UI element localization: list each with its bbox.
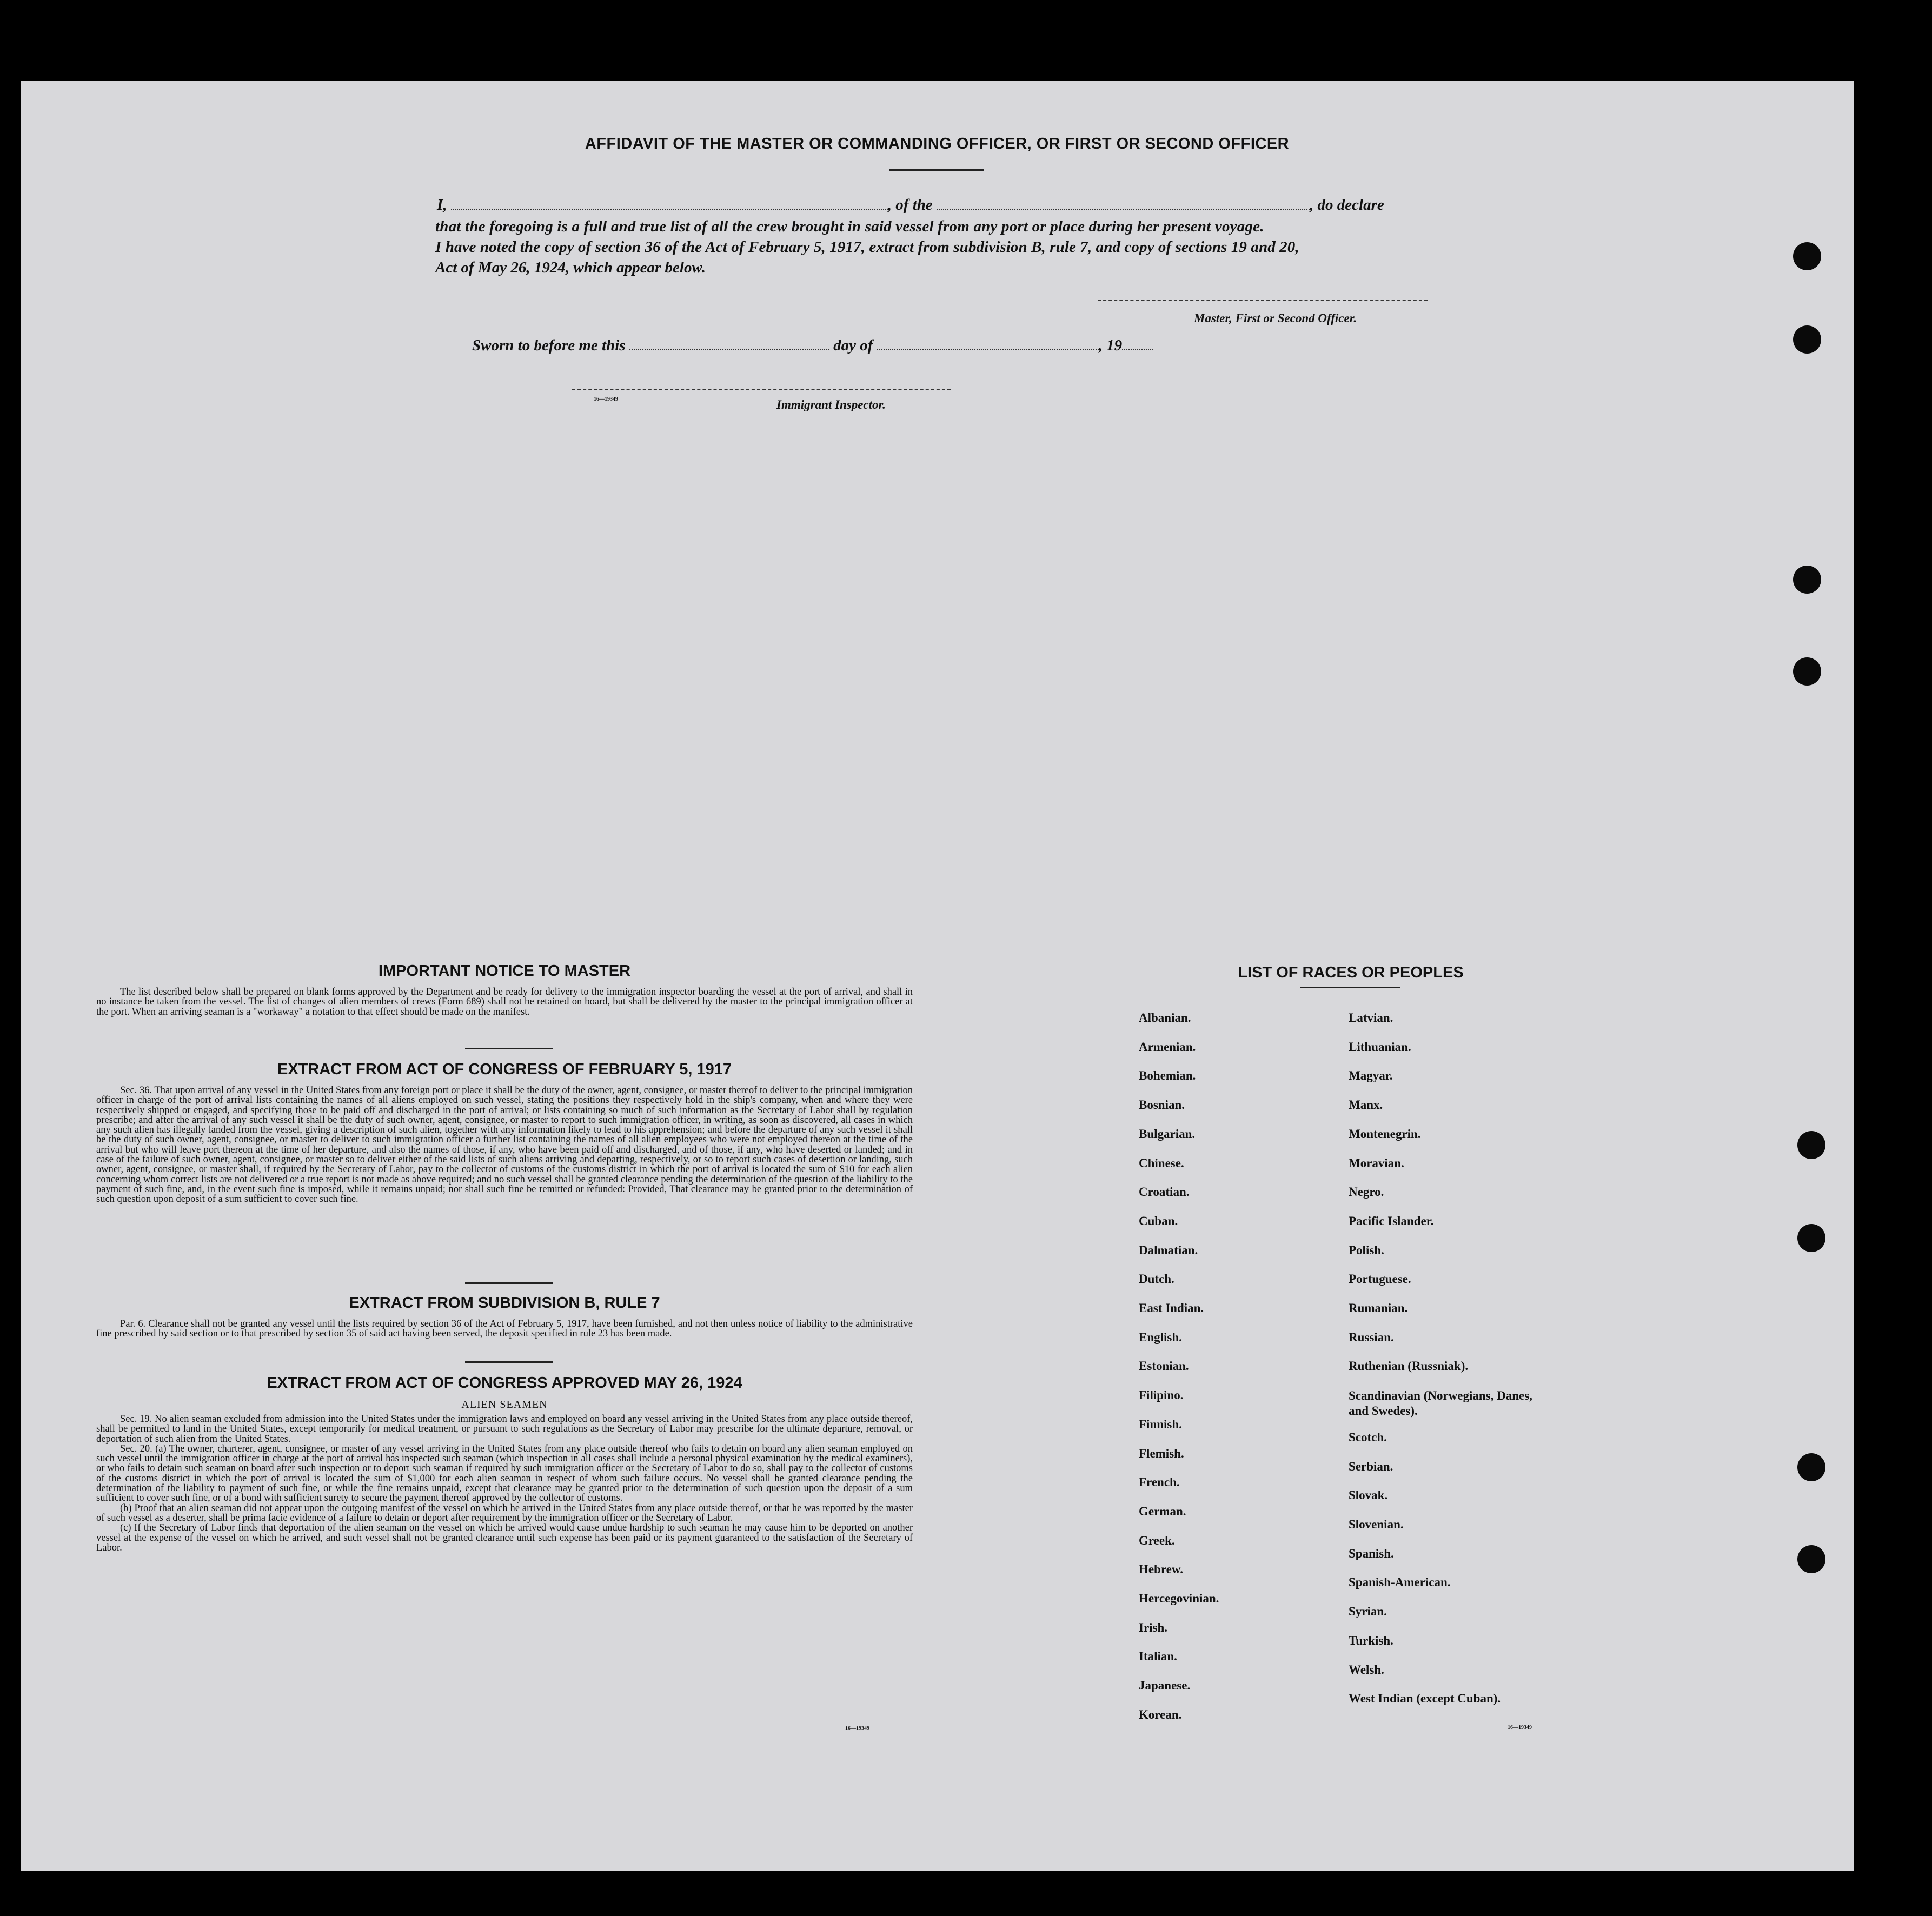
extract-1924-title: EXTRACT FROM ACT OF CONGRESS APPROVED MAY 26, 1924 <box>267 1374 742 1392</box>
race-item: Albanian. <box>1139 1011 1191 1024</box>
affidavit-title: AFFIDAVIT OF THE MASTER OR COMMANDING OFFICER, OR FIRST OR SECOND OFFICER <box>585 135 1290 152</box>
race-item: Manx. <box>1349 1098 1383 1112</box>
races-title: LIST OF RACES OR PEOPLES <box>1238 964 1464 981</box>
race-item: Slovenian. <box>1349 1518 1404 1531</box>
affidavit-i: I, <box>437 196 447 214</box>
sec-36-paragraph: Sec. 36. That upon arrival of any vessel in the United States from any foreign port or place it shall be the duty of the owner, agent, consignee, or master thereof to deliver to the principal immigration officer in charge of the port of arrival lists containing the names of all aliens employed on such vessel, stating the positions they respectively hold in the ship's company, when and where they were respectively shipped or engaged, and specifying those to be paid off and discharged in the port of arrival; or lists containing so much of such information as the Secretary of Labor shall by regulation prescribe; and after the arrival of any such vessel it shall be the duty of such owner, agent, consignee, or master to report to such immigration officer, in writing, as soon as discovered, all cases in which any such alien has illegally landed from the vessel, giving a description of such alien, together with any information likely to lead to his apprehension; and before the departure of any such vessel it shall be the duty of such owner, agent, consignee, or master to deliver to such immigration officer a further list containing the names of all alien employees who were not employed thereon at the time of the arrival but who will leave port thereon at the time of her departure, and also the names of those, if any, who have been paid off and discharged, and of those, if any, who have deserted or landed; and in case of the failure of such owner, agent, consignee, or master so to deliver either of the said lists of such aliens arriving and departing, respectively, or so to report such cases of desertion or landing, such owner, agent, consignee, or master shall, if required by the Secretary of Labor, pay to the collector of customs of the customs district in which the port of arrival is located the sum of $10 for each alien concerning whom correct lists are not delivered or a true report is not made as above required; and no such vessel shall be granted clearance pending the determination of the question of the liability to the payment of such fine, and, in the event such fine is imposed, while it remains unpaid; nor shall such fine be remitted or refunded: Provided, That clearance may be granted prior to the determination of such question upon deposit of a sum sufficient to cover such fine. <box>96 1085 913 1205</box>
extract-rule7-title: EXTRACT FROM SUBDIVISION B, RULE 7 <box>349 1294 660 1312</box>
race-item: Bohemian. <box>1139 1069 1196 1082</box>
races-title-underline <box>1300 987 1400 988</box>
race-item: Bosnian. <box>1139 1098 1185 1112</box>
vessel-field[interactable] <box>937 197 1310 210</box>
race-item: Serbian. <box>1349 1460 1393 1473</box>
sworn-day-field[interactable] <box>629 337 829 350</box>
master-signature-label: Master, First or Second Officer. <box>1194 311 1357 325</box>
notice-paragraph: The list described below shall be prepared on blank forms approved by the Department and be ready for delivery to the immigration inspector boarding the vessel at the port of arrival, and shall in no instance be taken from the vessel. The list of changes of alien members of crews (Form 689) shall not be retained on board, but shall be delivered by the master to the principal immigration officer at the port. When an arriving seaman is a "workaway" a notation to that effect should be made on the manifest. <box>96 987 913 1017</box>
punch-hole <box>1797 1131 1825 1159</box>
race-item: Welsh. <box>1349 1663 1384 1676</box>
race-item: Russian. <box>1349 1330 1394 1344</box>
race-item: Turkish. <box>1349 1634 1393 1647</box>
race-item: French. <box>1139 1475 1180 1489</box>
race-item: East Indian. <box>1139 1301 1204 1315</box>
race-item: Irish. <box>1139 1621 1168 1634</box>
day-of-text: day of <box>833 337 873 354</box>
affidavit-of-the: , of the <box>887 196 933 214</box>
sec-20c-paragraph: (c) If the Secretary of Labor finds that deportation of the alien seaman on the vessel on which he arrived would cause undue hardship to such seaman he may cause him to be deported on another vessel at the expense of the vessel on which he arrived, and such vessel shall not be granted clearance until such expense has been paid or its payment guaranteed to the satisfaction of the Secretary of Labor. <box>96 1522 913 1553</box>
race-item: Lithuanian. <box>1349 1040 1411 1054</box>
inspector-label: Immigrant Inspector. <box>776 398 886 411</box>
race-item: Flemish. <box>1139 1447 1184 1460</box>
race-item: Dalmatian. <box>1139 1243 1198 1257</box>
notice-title: IMPORTANT NOTICE TO MASTER <box>378 962 631 980</box>
extract-rule7-text <box>96 1319 913 1339</box>
race-item: Croatian. <box>1139 1185 1190 1199</box>
punch-hole <box>1793 566 1821 594</box>
affidavit-line-2: that the foregoing is a full and true list of all the crew brought in said vessel from any port or place during her present voyage. <box>435 218 1264 235</box>
race-item: Cuban. <box>1139 1214 1178 1228</box>
sworn-line <box>472 335 1229 356</box>
race-item: Spanish-American. <box>1349 1575 1451 1589</box>
punch-hole <box>1793 325 1821 354</box>
document-page <box>21 81 1854 1871</box>
extract-1924-text <box>96 1414 913 1553</box>
race-item: Finnish. <box>1139 1418 1182 1431</box>
race-item: Hercegovinian. <box>1139 1592 1219 1605</box>
form-code-top: 16—19349 <box>594 396 618 402</box>
race-item: Estonian. <box>1139 1359 1189 1373</box>
race-item: Pacific Islander. <box>1349 1214 1434 1228</box>
race-item: Chinese. <box>1139 1156 1184 1170</box>
race-item: Polish. <box>1349 1243 1384 1257</box>
affidavit-line-4: Act of May 26, 1924, which appear below. <box>435 259 706 276</box>
race-item: Spanish. <box>1349 1547 1394 1560</box>
race-item: Hebrew. <box>1139 1562 1183 1576</box>
form-code-extracts: 16—19349 <box>845 1726 869 1732</box>
sec-20b-paragraph: (b) Proof that an alien seaman did not appear upon the outgoing manifest of the vessel on which he arrived in the United States from any place outside thereof, or that he was reported by the master of such vessel as a deserter, shall be prima facie evidence of a failure to detain or deport after requirement by the immigration officer or the Secretary of Labor. <box>96 1502 913 1524</box>
par-6-paragraph: Par. 6. Clearance shall not be granted any vessel until the lists required by section 36 of the Act of February 5, 1917, have been furnished, and not then unless notice of liability to the administrative fine prescribed by said section or to that prescribed by section 35 of said act having been served, the deposit specified in rule 23 has been made. <box>96 1319 913 1340</box>
extract-1917-title: EXTRACT FROM ACT OF CONGRESS OF FEBRUARY 5, 1917 <box>277 1061 732 1078</box>
race-item: Scotch. <box>1349 1431 1387 1444</box>
divider <box>465 1361 553 1363</box>
race-item: English. <box>1139 1330 1182 1344</box>
race-item: Negro. <box>1349 1185 1384 1199</box>
punch-hole <box>1797 1453 1825 1481</box>
master-signature-field[interactable] <box>1098 300 1428 301</box>
race-item: Portuguese. <box>1349 1272 1411 1286</box>
race-item: Slovak. <box>1349 1488 1388 1502</box>
affidavit-do-declare: , do declare <box>1310 196 1384 214</box>
sworn-year-field[interactable] <box>1122 337 1153 350</box>
punch-hole <box>1793 242 1821 270</box>
notice-text <box>96 987 913 1017</box>
race-item: Scandinavian (Norwegians, Danes, and Swedes). <box>1349 1389 1532 1418</box>
inspector-signature-field[interactable] <box>572 389 951 390</box>
punch-hole <box>1797 1545 1825 1573</box>
race-item: Syrian. <box>1349 1605 1387 1618</box>
race-item: Latvian. <box>1349 1011 1393 1024</box>
race-item: West Indian (except Cuban). <box>1349 1692 1501 1705</box>
race-item: Japanese. <box>1139 1679 1191 1692</box>
race-item: Filipino. <box>1139 1388 1184 1402</box>
race-item: Rumanian. <box>1349 1301 1408 1315</box>
race-item: Magyar. <box>1349 1069 1393 1082</box>
race-item: Moravian. <box>1349 1156 1404 1170</box>
sworn-month-field[interactable] <box>877 337 1099 350</box>
race-item: Montenegrin. <box>1349 1127 1421 1141</box>
divider <box>465 1282 553 1284</box>
race-item: German. <box>1139 1505 1186 1518</box>
race-item: Greek. <box>1139 1534 1175 1547</box>
race-item: Italian. <box>1139 1649 1177 1663</box>
divider <box>465 1048 553 1049</box>
race-item: Dutch. <box>1139 1272 1174 1286</box>
alien-seamen-subtitle: ALIEN SEAMEN <box>461 1399 548 1411</box>
extract-1917-text <box>96 1086 913 1205</box>
sworn-to-text: Sworn to before me this <box>472 337 626 354</box>
affidavit-line-1 <box>437 195 1470 215</box>
sec-20a-paragraph: Sec. 20. (a) The owner, charterer, agent, consignee, or master of any vessel arriving in the United States from any place outside thereof who fails to detain on board any alien seaman employed on such vessel until the immigration officer in charge at the port of arrival has inspected such seaman (which inspection in all cases shall include a personal physical examination by the medical examiners), or who fails to detain such seaman on board after such inspection or to deport such seaman if required by such immigration officer or the Secretary of Labor to do so, shall pay to the collector of customs of the customs district in which the port of arrival is located the sum of $1,000 for each alien seaman in respect of whom such failure occurs. No vessel shall be granted clearance pending the determination of the liability to payment of such fine, or while the fine remains unpaid, except that clearance may be granted prior to the determination of such question upon the deposit of a sum sufficient to cover such fine, or of a bond with sufficient surety to secure the payment thereof approved by the collector of customs. <box>96 1443 913 1504</box>
form-code-races: 16—19349 <box>1508 1725 1532 1731</box>
title-underline <box>889 169 984 171</box>
affidavit-line-3: I have noted the copy of section 36 of the Act of February 5, 1917, extract from subdivision B, rule 7, and copy of sections 19 and 20, <box>435 238 1299 256</box>
race-item: Bulgarian. <box>1139 1127 1196 1141</box>
year-prefix: , 19 <box>1098 337 1123 354</box>
punch-hole <box>1797 1224 1825 1252</box>
race-item: Armenian. <box>1139 1040 1196 1054</box>
punch-hole <box>1793 657 1821 686</box>
declarant-name-field[interactable] <box>451 197 888 210</box>
race-item: Ruthenian (Russniak). <box>1349 1359 1469 1373</box>
race-item: Korean. <box>1139 1708 1182 1721</box>
sec-19-paragraph: Sec. 19. No alien seaman excluded from admission into the United States under the immigration laws and employed on board any vessel arriving in the United States from any place outside thereof, shall be permitted to land in the United States, except temporarily for medical treatment, or pursuant to such regulations as the Secretary of Labor may prescribe for the ultimate departure, removal, or deportation of such alien from the United States. <box>96 1414 913 1445</box>
